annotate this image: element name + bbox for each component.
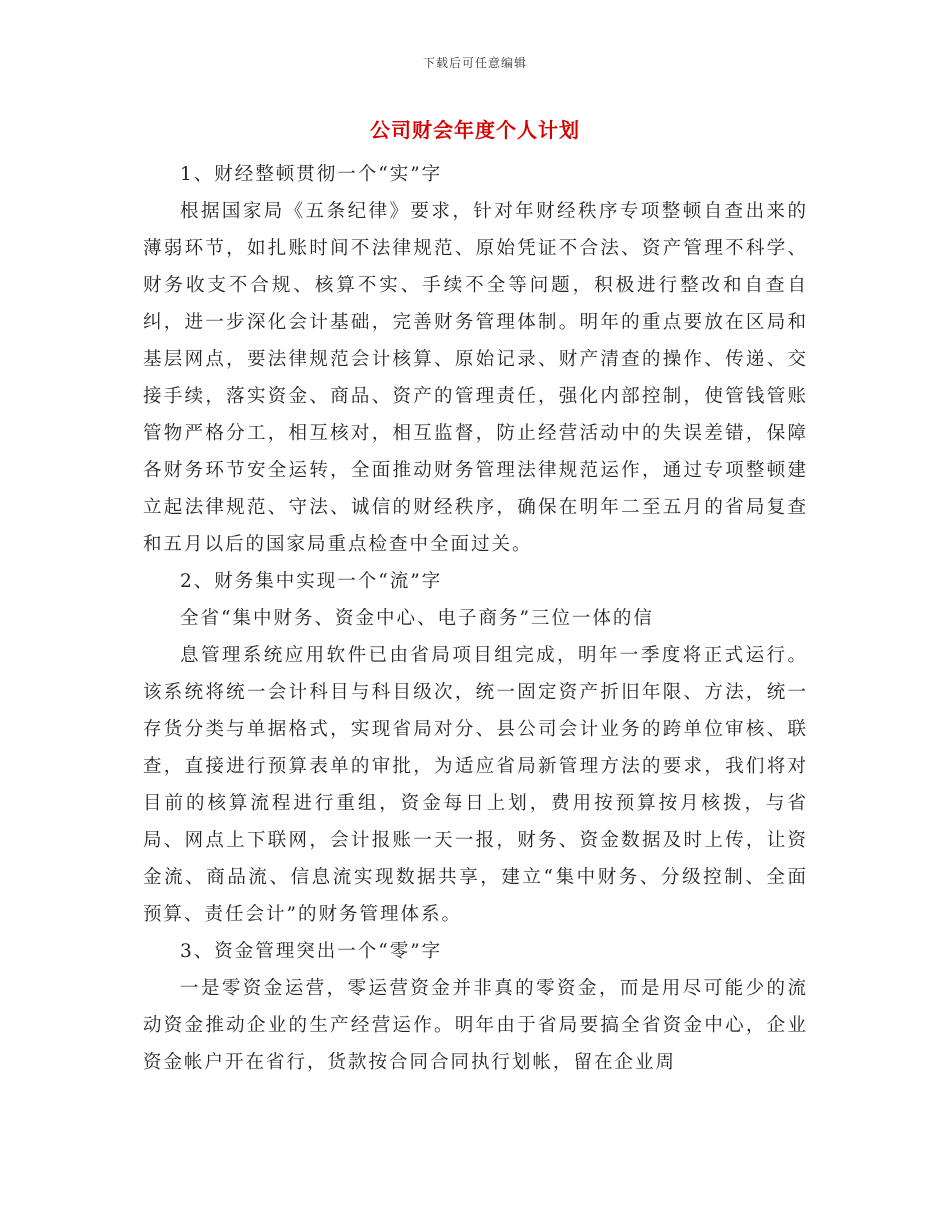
section-heading-3: 3、资金管理突出一个“零”字 — [180, 941, 443, 962]
paragraph-1: 根据国家局《五条纪律》要求，针对年财经秩序专项整顿自查出来的薄弱环节，如扎账时间不法律规范、原始凭证不合法、资产管理不科学、财务收支不合规、核算不实、手续不全等问题，积极进行整改和自查自纠，进一步深化会计基础，完善财务管理体制。明年的重点要放在区局和基层网点，要法律规范会计核算、原始记录、财产清查的操作、传递、交接手续，落实资金、商品、资产的管理责任，强化内部控制，使管钱管账管物严格分工，相互核对，相互监督，防止经营活动中的失误差错，保障各财务环节安全运转，全面推动财务管理法律规范运作，通过专项整顿建立起法律规范、守法、诚信的财经秩序，确保在明年二至五月的省局复查和五月以后的国家局重点检查中全面过关。 — [143, 201, 808, 555]
header-note: 下载后可任意编辑 — [422, 56, 527, 70]
document-title: 公司财会年度个人计划 — [370, 118, 580, 142]
paragraph-2b: 息管理系统应用软件已由省局项目组完成，明年一季度将正式运行。该系统将统一会计科目与科目级次，统一固定资产折旧年限、方法，统一存货分类与单据格式，实现省局对分、县公司会计业务的跨单位审核、联查，直接进行预算表单的审批，为适应省局新管理方法的要求，我们将对目前的核算流程进行重组，资金每日上划，费用按预算按月核拨，与省局、网点上下联网，会计报账一天一报，财务、资金数据及时上传，让资金流、商品流、信息流实现数据共享，建立“集中财务、分级控制、全面预算、责任会计”的财务管理体系。 — [143, 645, 808, 925]
document-body — [143, 156, 808, 1081]
section-heading-2: 2、财务集中实现一个“流”字 — [180, 571, 443, 592]
paragraph-3: 一是零资金运营，零运营资金并非真的零资金，而是用尽可能少的流动资金推动企业的生产经营运作。明年由于省局要搞全省资金中心，企业资金帐户开在省行，货款按合同合同执行划帐，留在企业周 — [143, 978, 808, 1073]
paragraph-2a: 全省“集中财务、资金中心、电子商务”三位一体的信 — [180, 608, 654, 629]
section-heading-1: 1、财经整顿贯彻一个“实”字 — [180, 164, 443, 185]
